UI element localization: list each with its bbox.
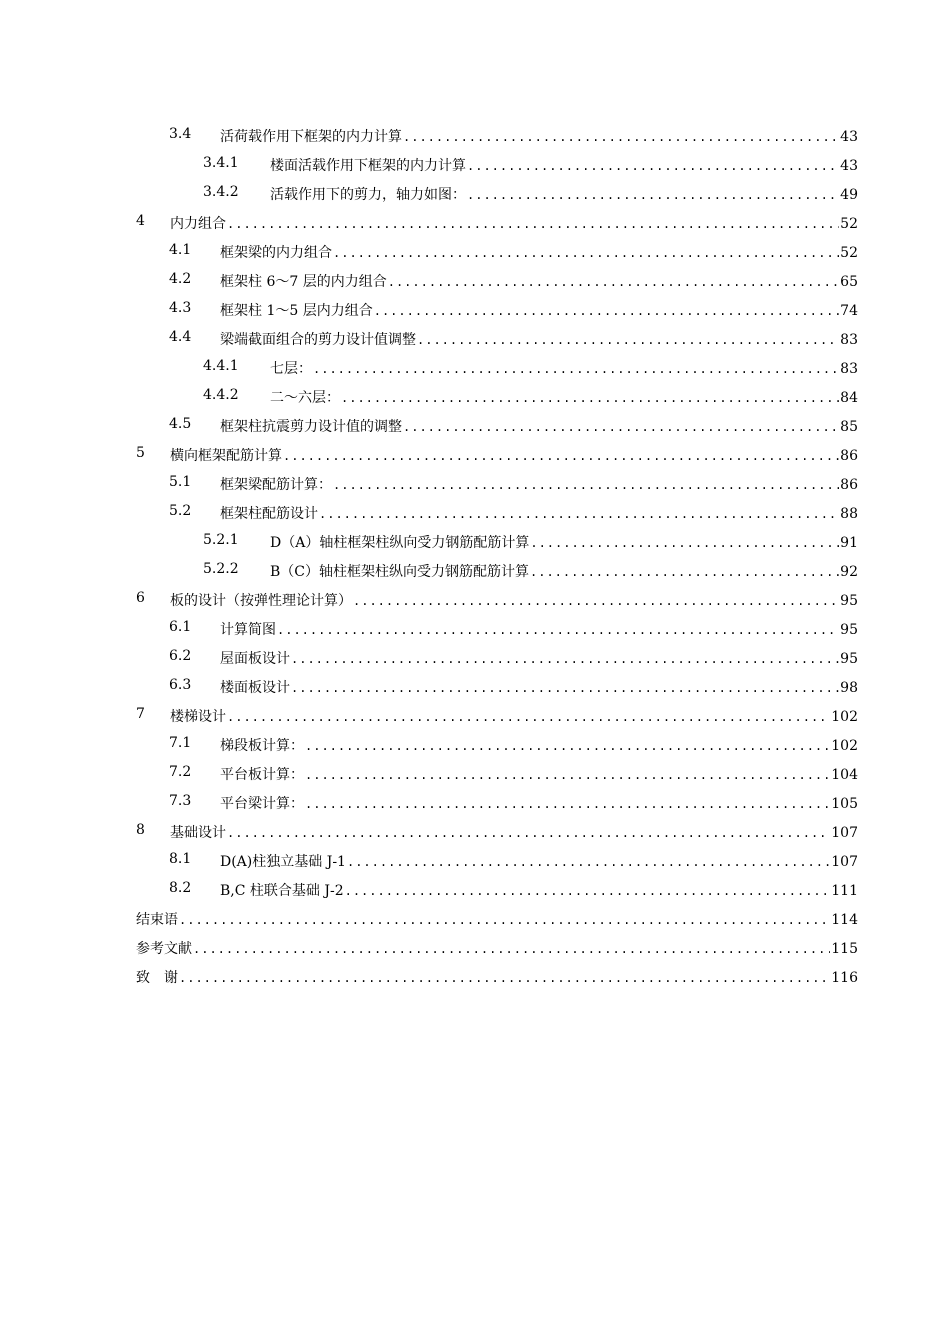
toc-entry-leader-line bbox=[220, 648, 858, 668]
toc-entry[interactable] bbox=[0, 788, 950, 817]
toc-entry[interactable] bbox=[0, 353, 950, 382]
toc-entry-page-number: 74 bbox=[840, 303, 858, 319]
toc-entry-title: 内力组合 bbox=[170, 216, 226, 232]
toc-dot-leader bbox=[347, 855, 830, 869]
toc-entry-number: 4.5 bbox=[169, 416, 192, 432]
toc-entry[interactable] bbox=[0, 208, 950, 237]
toc-entry-number: 5.2.1 bbox=[203, 532, 239, 548]
toc-entry-number: 4.2 bbox=[169, 271, 192, 287]
toc-entry-title: 平台梁计算： bbox=[220, 796, 304, 812]
toc-entry-number: 7.1 bbox=[169, 735, 192, 751]
toc-entry-leader-line bbox=[170, 706, 858, 726]
toc-entry-number: 3.4.2 bbox=[203, 184, 239, 200]
toc-entry-leader-line bbox=[170, 213, 858, 233]
toc-entry-leader-line bbox=[220, 126, 858, 146]
toc-dot-leader bbox=[179, 913, 830, 927]
toc-dot-leader bbox=[227, 710, 830, 724]
toc-entry-page-number: 102 bbox=[831, 709, 858, 725]
toc-entry-number: 5 bbox=[136, 445, 145, 461]
toc-entry-page-number: 104 bbox=[831, 767, 858, 783]
toc-entry[interactable] bbox=[0, 295, 950, 324]
toc-entry[interactable] bbox=[0, 556, 950, 585]
toc-entry-page-number: 91 bbox=[840, 535, 858, 551]
toc-entry-number: 4.4 bbox=[169, 329, 192, 345]
toc-entry-page-number: 116 bbox=[831, 970, 858, 986]
toc-entry[interactable] bbox=[0, 179, 950, 208]
toc-dot-leader bbox=[530, 536, 839, 550]
toc-dot-leader bbox=[333, 246, 839, 260]
toc-entry-leader-line bbox=[220, 242, 858, 262]
toc-dot-leader bbox=[305, 768, 830, 782]
toc-entry-leader-line bbox=[220, 416, 858, 436]
toc-dot-leader bbox=[467, 159, 839, 173]
toc-entry-leader-line bbox=[220, 851, 858, 871]
toc-entry-leader-line bbox=[270, 358, 858, 378]
toc-entry-number: 4.4.1 bbox=[203, 358, 239, 374]
toc-entry-number: 3.4.1 bbox=[203, 155, 239, 171]
toc-dot-leader bbox=[353, 594, 839, 608]
toc-entry-number: 6.3 bbox=[169, 677, 192, 693]
toc-entry-title: 致 谢 bbox=[136, 970, 178, 986]
toc-entry[interactable] bbox=[0, 904, 950, 933]
toc-entry-leader-line bbox=[136, 938, 858, 958]
toc-dot-leader bbox=[313, 362, 839, 376]
toc-entry-leader-line bbox=[220, 503, 858, 523]
toc-dot-leader bbox=[388, 275, 839, 289]
toc-entry-page-number: 115 bbox=[831, 941, 858, 957]
toc-entry[interactable] bbox=[0, 875, 950, 904]
toc-entry-title: 计算简图 bbox=[220, 622, 276, 638]
toc-entry-title: 屋面板设计 bbox=[220, 651, 290, 667]
toc-entry-title: 楼面活载作用下框架的内力计算 bbox=[270, 158, 466, 174]
toc-entry[interactable] bbox=[0, 498, 950, 527]
toc-entry[interactable] bbox=[0, 614, 950, 643]
toc-dot-leader bbox=[341, 391, 839, 405]
toc-entry-leader-line bbox=[220, 474, 858, 494]
toc-entry-page-number: 65 bbox=[840, 274, 858, 290]
toc-entry-leader-line bbox=[270, 184, 858, 204]
toc-entry[interactable] bbox=[0, 759, 950, 788]
toc-entry-title: 参考文献 bbox=[136, 941, 192, 957]
toc-entry-title: 框架柱 6～7 层的内力组合 bbox=[220, 274, 387, 290]
toc-entry-page-number: 88 bbox=[840, 506, 858, 522]
toc-entry-leader-line bbox=[270, 561, 858, 581]
toc-entry-title: 平台板计算： bbox=[220, 767, 304, 783]
toc-entry-leader-line bbox=[220, 271, 858, 291]
toc-entry[interactable] bbox=[0, 469, 950, 498]
toc-entry-page-number: 95 bbox=[840, 622, 858, 638]
toc-entry-number: 7.3 bbox=[169, 793, 192, 809]
toc-entry-leader-line bbox=[220, 329, 858, 349]
toc-entry-title: 横向框架配筋计算 bbox=[170, 448, 282, 464]
toc-entry-page-number: 95 bbox=[840, 651, 858, 667]
toc-entry-title: 板的设计（按弹性理论计算） bbox=[170, 593, 352, 609]
toc-dot-leader bbox=[333, 478, 839, 492]
toc-entry[interactable] bbox=[0, 585, 950, 614]
toc-entry-leader-line bbox=[220, 735, 858, 755]
toc-dot-leader bbox=[403, 420, 839, 434]
toc-dot-leader bbox=[179, 971, 830, 985]
toc-entry-number: 8 bbox=[136, 822, 145, 838]
toc-dot-leader bbox=[291, 652, 839, 666]
toc-entry-page-number: 102 bbox=[831, 738, 858, 754]
toc-entry-page-number: 105 bbox=[831, 796, 858, 812]
toc-entry-page-number: 86 bbox=[840, 448, 858, 464]
toc-entry-page-number: 86 bbox=[840, 477, 858, 493]
toc-entry[interactable] bbox=[0, 266, 950, 295]
toc-entry-number: 5.2.2 bbox=[203, 561, 239, 577]
toc-dot-leader bbox=[305, 797, 830, 811]
toc-entry[interactable] bbox=[0, 643, 950, 672]
toc-dot-leader bbox=[345, 884, 831, 898]
toc-dot-leader bbox=[467, 188, 839, 202]
toc-entry-page-number: 92 bbox=[840, 564, 858, 580]
toc-entry-page-number: 52 bbox=[840, 245, 858, 261]
toc-dot-leader bbox=[227, 217, 839, 231]
toc-entry-title: 二～六层： bbox=[270, 390, 340, 406]
toc-entry[interactable] bbox=[0, 730, 950, 759]
toc-entry-page-number: 98 bbox=[840, 680, 858, 696]
toc-entry-number: 6.1 bbox=[169, 619, 192, 635]
toc-entry-leader-line bbox=[220, 619, 858, 639]
toc-dot-leader bbox=[530, 565, 839, 579]
toc-entry-title: B（C）轴柱框架柱纵向受力钢筋配筋计算 bbox=[270, 564, 529, 580]
toc-entry-number: 7.2 bbox=[169, 764, 192, 780]
toc-dot-leader bbox=[417, 333, 839, 347]
toc-entry-title: 基础设计 bbox=[170, 825, 226, 841]
toc-entry-title: 楼梯设计 bbox=[170, 709, 226, 725]
toc-entry[interactable] bbox=[0, 672, 950, 701]
toc-entry-leader-line bbox=[220, 677, 858, 697]
toc-entry-number: 8.2 bbox=[169, 880, 192, 896]
toc-entry-title: 梁端截面组合的剪力设计值调整 bbox=[220, 332, 416, 348]
toc-entry-title: D（A）轴柱框架柱纵向受力钢筋配筋计算 bbox=[270, 535, 530, 551]
toc-entry-leader-line bbox=[136, 967, 858, 987]
toc-entry-page-number: 83 bbox=[840, 361, 858, 377]
toc-entry-page-number: 114 bbox=[831, 912, 858, 928]
toc-entry-leader-line bbox=[170, 822, 858, 842]
toc-entry-title: 活载作用下的剪力，轴力如图： bbox=[270, 187, 466, 203]
toc-dot-leader bbox=[305, 739, 830, 753]
toc-dot-leader bbox=[319, 507, 839, 521]
toc-entry-title: 结束语 bbox=[136, 912, 178, 928]
toc-entry[interactable] bbox=[0, 237, 950, 266]
toc-entry-leader-line bbox=[136, 909, 858, 929]
toc-entry-page-number: 107 bbox=[831, 854, 858, 870]
toc-entry-number: 7 bbox=[136, 706, 145, 722]
toc-entry-leader-line bbox=[220, 793, 858, 813]
toc-entry-number: 4.3 bbox=[169, 300, 192, 316]
toc-entry-number: 6.2 bbox=[169, 648, 192, 664]
toc-entry-leader-line bbox=[220, 764, 858, 784]
toc-entry-page-number: 84 bbox=[840, 390, 858, 406]
toc-entry[interactable] bbox=[0, 411, 950, 440]
toc-entry-page-number: 52 bbox=[840, 216, 858, 232]
toc-entry[interactable] bbox=[0, 527, 950, 556]
toc-entry[interactable] bbox=[0, 440, 950, 469]
toc-entry-title: 七层： bbox=[270, 361, 312, 377]
toc-entry-page-number: 85 bbox=[840, 419, 858, 435]
toc-dot-leader bbox=[403, 130, 839, 144]
toc-entry[interactable] bbox=[0, 382, 950, 411]
toc-entry-number: 4 bbox=[136, 213, 145, 229]
toc-entry-page-number: 49 bbox=[840, 187, 858, 203]
toc-entry-title: 框架梁配筋计算： bbox=[220, 477, 332, 493]
toc-entry-leader-line bbox=[220, 880, 858, 900]
toc-entry-number: 6 bbox=[136, 590, 145, 606]
toc-dot-leader bbox=[291, 681, 839, 695]
toc-dot-leader bbox=[193, 942, 830, 956]
toc-entry-title: 框架梁的内力组合 bbox=[220, 245, 332, 261]
toc-entry-page-number: 95 bbox=[840, 593, 858, 609]
toc-entry-title: 楼面板设计 bbox=[220, 680, 290, 696]
toc-entry-leader-line bbox=[170, 445, 858, 465]
toc-dot-leader bbox=[277, 623, 839, 637]
toc-entry[interactable] bbox=[0, 121, 950, 150]
table-of-contents bbox=[0, 121, 950, 991]
toc-entry-number: 8.1 bbox=[169, 851, 192, 867]
toc-entry[interactable] bbox=[0, 324, 950, 353]
toc-entry[interactable] bbox=[0, 846, 950, 875]
toc-dot-leader bbox=[227, 826, 830, 840]
toc-entry-number: 4.4.2 bbox=[203, 387, 239, 403]
toc-entry-title: B,C 柱联合基础 J-2 bbox=[220, 883, 344, 899]
toc-entry-title: 框架柱 1～5 层内力组合 bbox=[220, 303, 373, 319]
toc-entry-title: 梯段板计算： bbox=[220, 738, 304, 754]
toc-entry-number: 3.4 bbox=[169, 126, 192, 142]
toc-entry-leader-line bbox=[270, 387, 858, 407]
toc-entry-number: 4.1 bbox=[169, 242, 192, 258]
toc-entry-number: 5.2 bbox=[169, 503, 192, 519]
toc-dot-leader bbox=[374, 304, 839, 318]
toc-entry-leader-line bbox=[220, 300, 858, 320]
toc-entry-title: 活荷载作用下框架的内力计算 bbox=[220, 129, 402, 145]
toc-entry-number: 5.1 bbox=[169, 474, 192, 490]
toc-entry-page-number: 43 bbox=[840, 129, 858, 145]
toc-entry-leader-line bbox=[270, 532, 858, 552]
toc-entry-page-number: 107 bbox=[831, 825, 858, 841]
toc-entry-page-number: 111 bbox=[831, 883, 858, 899]
toc-entry[interactable] bbox=[0, 150, 950, 179]
toc-dot-leader bbox=[283, 449, 839, 463]
toc-entry[interactable] bbox=[0, 962, 950, 991]
toc-entry-title: 框架柱配筋设计 bbox=[220, 506, 318, 522]
toc-entry[interactable] bbox=[0, 701, 950, 730]
toc-entry[interactable] bbox=[0, 817, 950, 846]
toc-entry[interactable] bbox=[0, 933, 950, 962]
toc-entry-page-number: 83 bbox=[840, 332, 858, 348]
toc-entry-title: 框架柱抗震剪力设计值的调整 bbox=[220, 419, 402, 435]
toc-entry-page-number: 43 bbox=[840, 158, 858, 174]
toc-entry-leader-line bbox=[270, 155, 858, 175]
toc-entry-leader-line bbox=[170, 590, 858, 610]
toc-entry-title: D(A)柱独立基础 J-1 bbox=[220, 854, 346, 870]
